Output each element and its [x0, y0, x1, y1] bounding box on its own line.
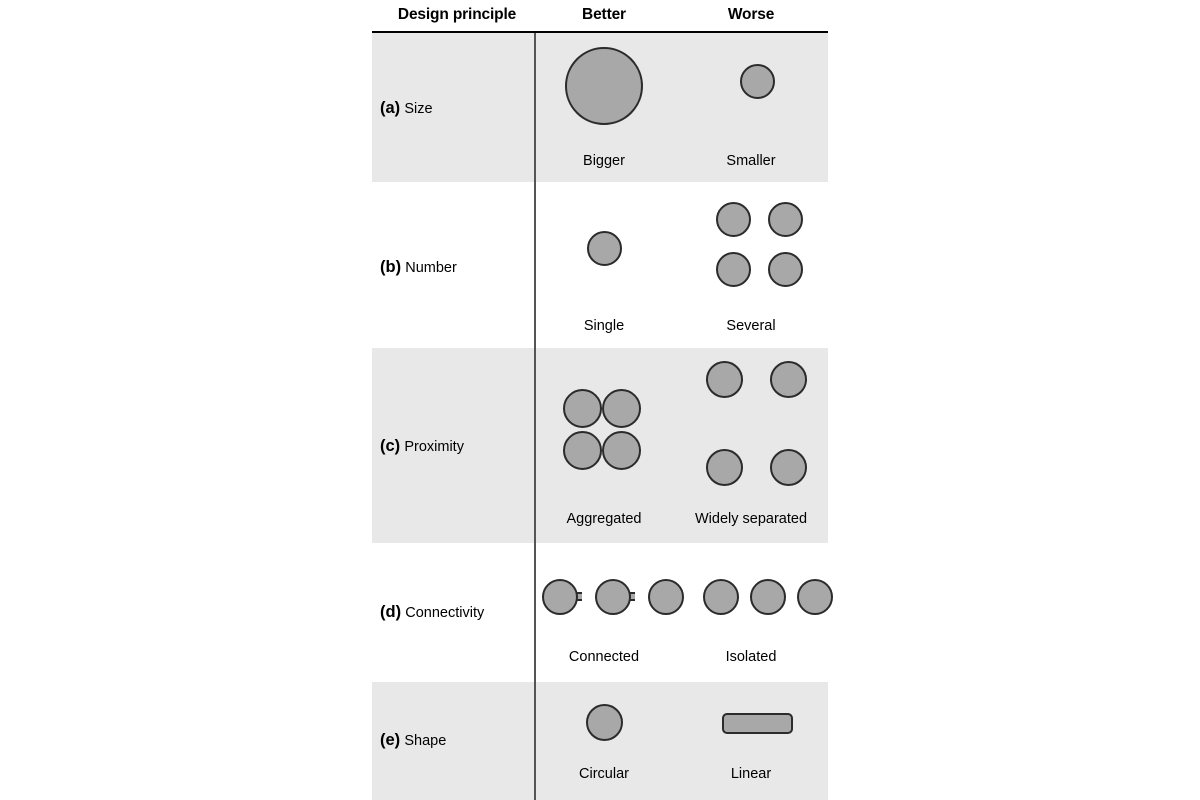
row-name: Connectivity — [405, 605, 485, 621]
header-design-principle: Design principle — [397, 6, 517, 23]
row-label-connectivity — [380, 603, 530, 622]
row-label-shape — [380, 731, 530, 750]
caption-worse-number: Several — [726, 318, 776, 334]
shape-connector-1 — [560, 592, 582, 601]
row-tag: (e) — [380, 731, 401, 749]
row-label-proximity — [380, 437, 530, 456]
shape-circle-circular — [586, 704, 623, 741]
shape-rect-linear — [722, 713, 793, 734]
row-number — [372, 182, 828, 348]
row-name: Size — [404, 101, 433, 117]
header-better: Better — [582, 6, 626, 23]
row-size — [372, 33, 828, 182]
shape-circle-isolated-2 — [750, 579, 786, 615]
column-divider — [534, 682, 536, 800]
table-header — [372, 0, 828, 33]
row-shape — [372, 682, 828, 800]
figure-panel — [372, 0, 828, 800]
caption-worse-connectivity: Isolated — [725, 649, 777, 665]
shape-circle-separated-1 — [706, 361, 743, 398]
caption-better-shape: Circular — [579, 766, 629, 782]
caption-better-proximity: Aggregated — [566, 511, 642, 527]
caption-worse-shape: Linear — [730, 766, 772, 782]
shape-circle-aggregated-4 — [602, 431, 641, 470]
shape-circle-single — [587, 231, 622, 266]
row-tag: (a) — [380, 99, 401, 117]
shape-circle-several-1 — [716, 202, 751, 237]
shape-circle-connected-1 — [542, 579, 578, 615]
shape-circle-connected-3 — [648, 579, 684, 615]
shape-circle-separated-4 — [770, 449, 807, 486]
shape-circle-isolated-1 — [703, 579, 739, 615]
shape-circle-aggregated-1 — [563, 389, 602, 428]
row-proximity — [372, 348, 828, 543]
header-worse: Worse — [727, 6, 775, 23]
row-name: Number — [405, 260, 457, 276]
shape-circle-several-2 — [768, 202, 803, 237]
shape-circle-aggregated-2 — [602, 389, 641, 428]
shape-circle-isolated-3 — [797, 579, 833, 615]
caption-worse-size: Smaller — [726, 153, 776, 169]
row-tag: (d) — [380, 603, 402, 621]
shape-circle-connected-2 — [595, 579, 631, 615]
row-tag: (c) — [380, 437, 401, 455]
row-connectivity — [372, 543, 828, 682]
caption-better-connectivity: Connected — [568, 649, 640, 665]
shape-circle-several-4 — [768, 252, 803, 287]
row-tag: (b) — [380, 258, 402, 276]
shape-circle-aggregated-3 — [563, 431, 602, 470]
row-label-size — [380, 99, 530, 118]
shape-circle-smaller — [740, 64, 775, 99]
caption-better-number: Single — [583, 318, 625, 334]
shape-circle-several-3 — [716, 252, 751, 287]
caption-better-size: Bigger — [583, 153, 625, 169]
shape-circle-separated-3 — [706, 449, 743, 486]
caption-worse-proximity: Widely separated — [694, 511, 808, 527]
shape-circle-separated-2 — [770, 361, 807, 398]
row-name: Shape — [404, 733, 447, 749]
row-label-number — [380, 258, 530, 277]
shape-connector-2 — [613, 592, 635, 601]
row-name: Proximity — [404, 439, 464, 455]
shape-circle-bigger — [565, 47, 643, 125]
